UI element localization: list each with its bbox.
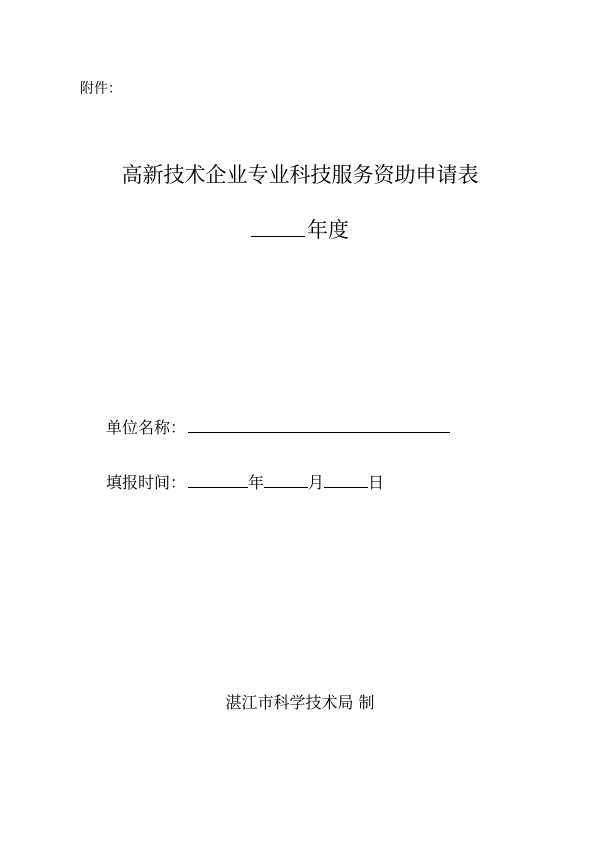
year-suffix: 年度 bbox=[307, 218, 349, 242]
year-line bbox=[0, 215, 600, 245]
date-year-blank-underline[interactable] bbox=[188, 486, 248, 488]
attachment-label: 附件： bbox=[80, 81, 122, 97]
year-unit: 年 bbox=[248, 473, 265, 492]
date-day-blank-underline[interactable] bbox=[324, 486, 368, 488]
unit-name-field bbox=[106, 417, 450, 439]
date-month-blank-underline[interactable] bbox=[264, 486, 308, 488]
fill-date-label: 填报时间： bbox=[106, 473, 187, 492]
fill-date-field bbox=[106, 472, 384, 494]
day-unit: 日 bbox=[368, 473, 385, 492]
unit-name-blank-underline[interactable] bbox=[188, 431, 450, 433]
year-blank-underline[interactable] bbox=[251, 235, 305, 237]
unit-name-label: 单位名称： bbox=[106, 418, 187, 437]
issuer-line: 湛江市科学技术局 制 bbox=[225, 693, 375, 712]
document-title: 高新技术企业专业科技服务资助申请表 bbox=[121, 163, 479, 187]
month-unit: 月 bbox=[308, 473, 325, 492]
